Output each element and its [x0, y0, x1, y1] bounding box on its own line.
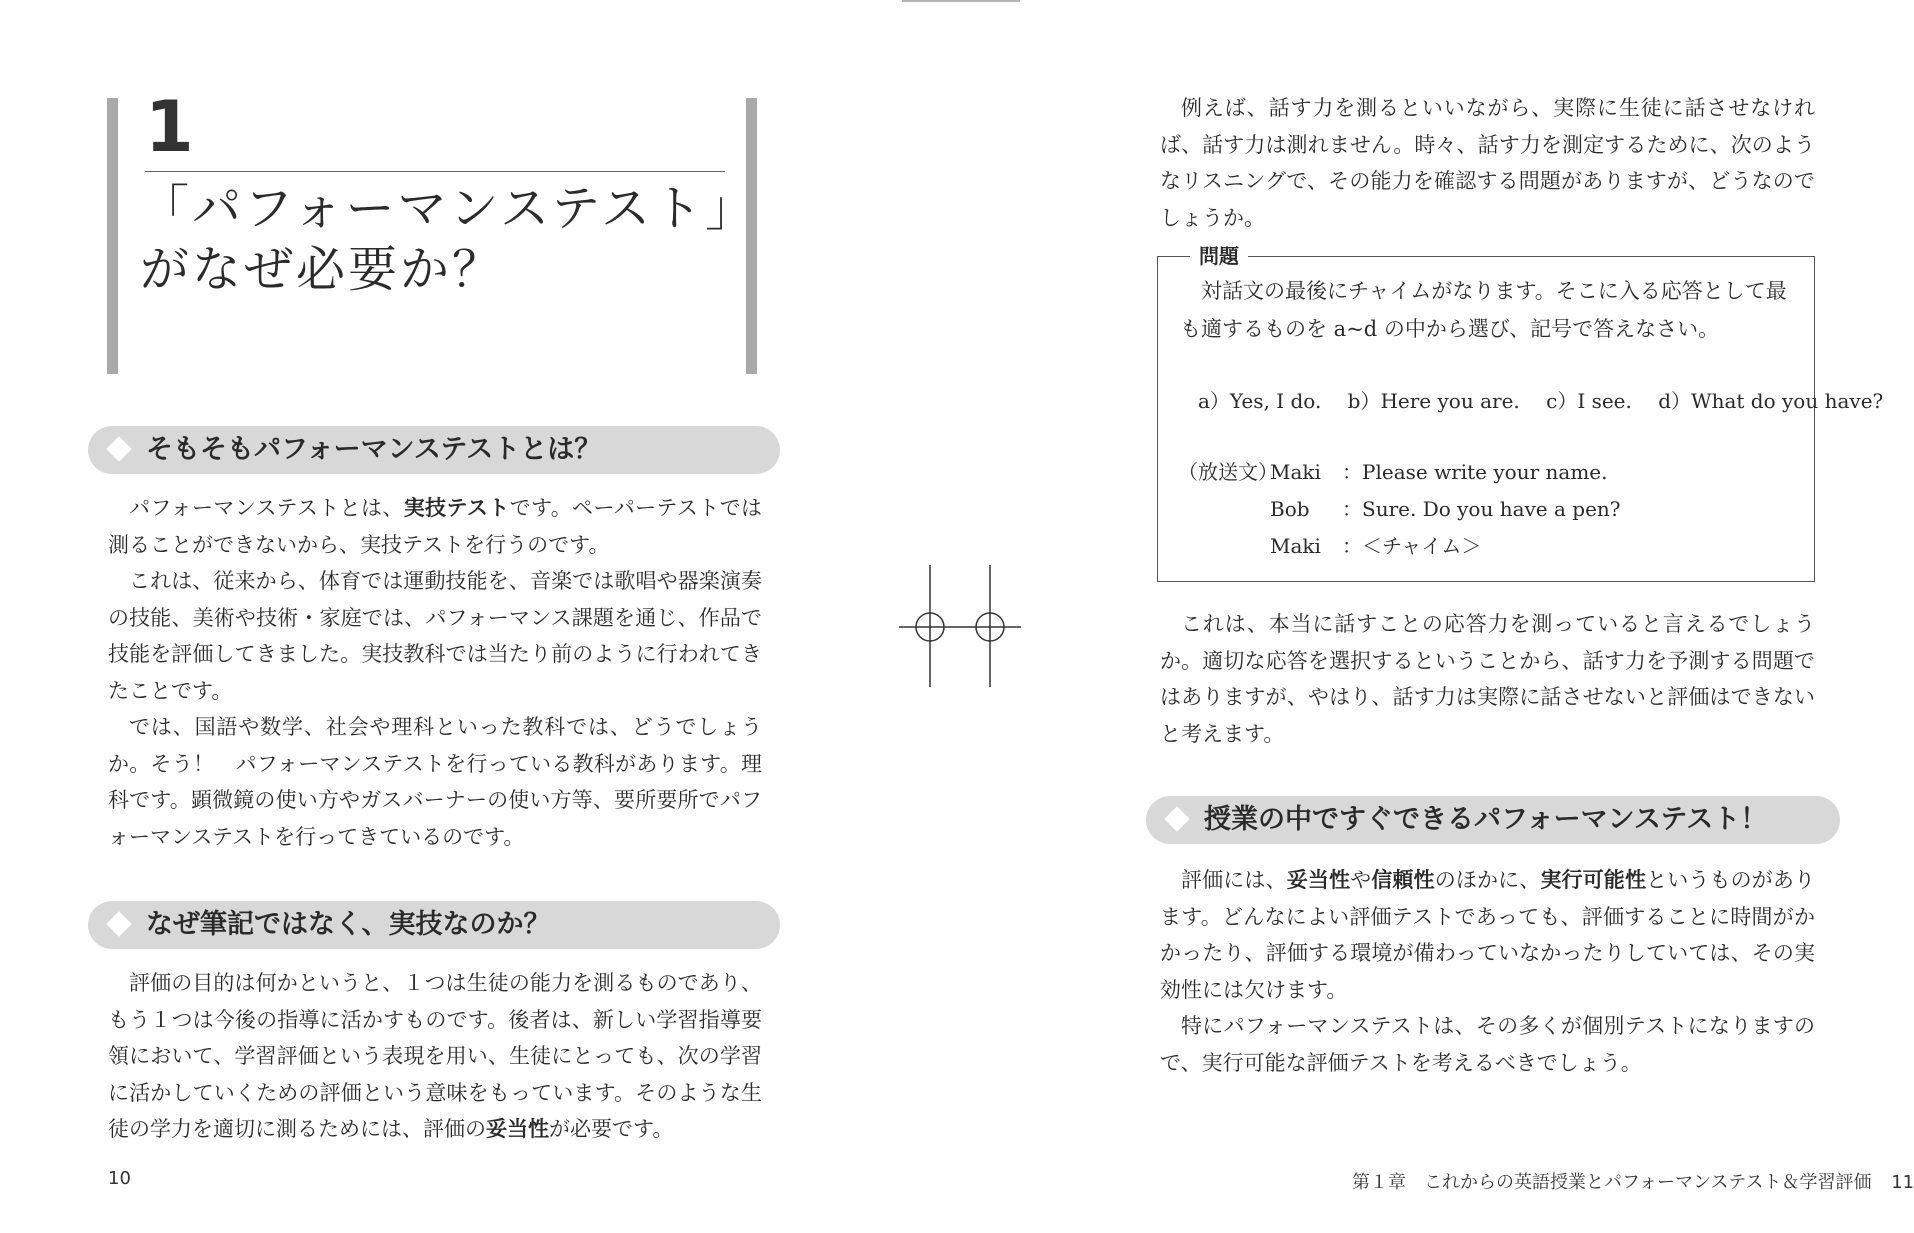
chapter-rule	[145, 171, 725, 172]
choice-a: a）Yes, I do.	[1198, 389, 1322, 413]
paragraph: 評価の目的は何かというと、１つは生徒の能力を測るものであり、もう１つは今後の指導に活かすものです。後者は、新しい学習指導要領において、学習評価という表現を用い、生徒にとっても、次の学習に活かしていくための評価という意味をもっています。そのような生徒の学力を適切に測るためには、評価の妥当性が必要です。	[108, 971, 762, 1141]
page-number-left: 10	[108, 1168, 131, 1189]
answer-choices	[1198, 383, 1903, 419]
section2-body	[108, 965, 762, 1148]
page-number-right: 11	[1891, 1172, 1914, 1193]
question-instruction: 対話文の最後にチャイムがなります。そこに入る応答として最も適するものを a~d の中から選び、記号で答えなさい。	[1180, 279, 1787, 341]
diamond-icon	[1164, 806, 1189, 831]
broadcast-script	[1178, 454, 1621, 565]
paragraph: パフォーマンステストとは、実技テストです。ペーパーテストでは測ることができないから、実技テストを行うのです。	[108, 496, 763, 557]
choice-b: b）Here you are.	[1347, 389, 1520, 413]
section3-body	[1160, 862, 1815, 1081]
intro-paragraph: 例えば、話す力を測るといいながら、実際に生徒に話させなければ、話す力は測れません。時々、話す力を測定するために、次のようなリスニングで、その能力を確認する問題がありますが、どうなのでしょうか。	[1160, 96, 1815, 230]
question-label: 問題	[1190, 242, 1248, 270]
diamond-icon	[106, 911, 131, 936]
paragraph: では、国語や数学、社会や理科といった教科では、どうでしょうか。そう！ パフォーマンステストを行っている教科があります。理科です。顕微鏡の使い方やガスバーナーの使い方等、要所要所でパフォーマンステストを行ってきているのです。	[108, 715, 762, 849]
section1-body	[108, 490, 762, 855]
script-line: （放送文） Maki ：Please write your name.	[1178, 454, 1621, 491]
choice-d: d）What do you have?	[1658, 389, 1884, 413]
script-line: Maki ：＜チャイム＞	[1270, 534, 1482, 558]
paragraph: 特にパフォーマンステストは、その多くが個別テストになりますので、実行可能な評価テストを考えるべきでしょう。	[1160, 1014, 1815, 1075]
diamond-icon	[106, 436, 131, 461]
choice-c: c）I see.	[1546, 389, 1632, 413]
script-label: （放送文）	[1178, 460, 1278, 484]
chapter-title	[140, 178, 758, 300]
after-question-paragraph: これは、本当に話すことの応答力を測っていると言えるでしょうか。適切な応答を選択するということから、話す力を予測する問題ではありますが、やはり、話す力は実際に話させないと評価はできないと考えます。	[1160, 612, 1815, 746]
section-heading-why-practical: なぜ筆記ではなく、実技なのか？	[88, 901, 780, 949]
paragraph: これは、従来から、体育では運動技能を、音楽では歌唱や器楽演奏の技能、美術や技術・家庭では、パフォーマンス課題を通じ、作品で技能を評価してきました。実技教科では当たり前のように行われてきたことです。	[108, 569, 762, 703]
top-trim-mark	[902, 0, 1020, 2]
chapter-title-line1: 「パフォーマンステスト」	[140, 180, 758, 237]
running-footer: 第１章 これからの英語授業とパフォーマンステスト＆学習評価 11	[1352, 1172, 1914, 1193]
paragraph: 評価には、妥当性や信頼性のほかに、実行可能性というものがあります。どんなによい評価テストであっても、評価することに時間がかかったり、評価する環境が備わっていなかったりしていては、その実効性には欠けます。	[1160, 868, 1816, 1002]
script-line: Bob ：Sure. Do you have a pen?	[1270, 497, 1621, 521]
section-heading-what-is-performance-test: そもそもパフォーマンステストとは？	[88, 426, 780, 474]
chapter-title-line2: がなぜ必要か？	[140, 241, 505, 298]
registration-mark-icon	[895, 565, 1025, 690]
chapter-number: 1	[145, 86, 194, 168]
section-heading-instant-performance-test: 授業の中ですぐできるパフォーマンステスト！	[1146, 796, 1840, 844]
